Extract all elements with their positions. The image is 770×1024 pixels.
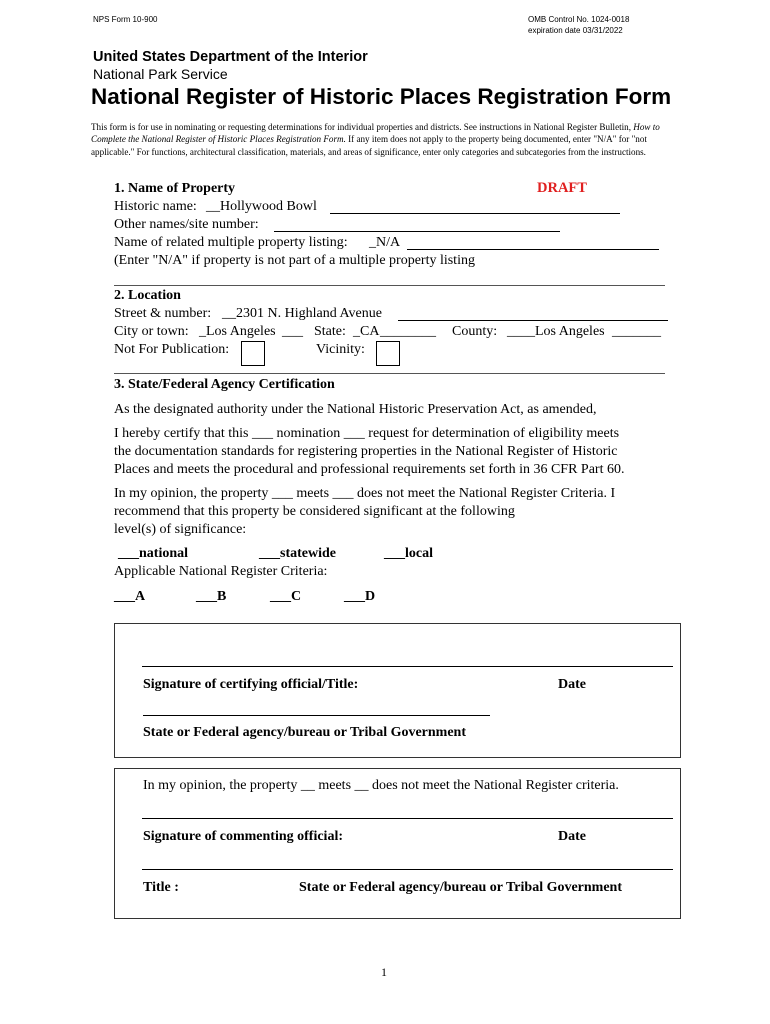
related-listing-label: Name of related multiple property listing:: [114, 235, 348, 250]
other-names-field[interactable]: [274, 231, 560, 232]
criteria-d[interactable]: ___D: [344, 589, 376, 604]
not-for-publication-label: Not For Publication:: [114, 342, 230, 357]
commenting-signature-label: Signature of commenting official:: [143, 829, 343, 844]
certifying-signature-line[interactable]: [142, 666, 673, 667]
historic-name-line: [330, 213, 620, 214]
form-id: NPS Form 10-900: [93, 15, 158, 24]
certify-line-1: I hereby certify that this ___ nomination ___ request for determination of eligibility meets: [114, 426, 620, 441]
opinion-line-3: level(s) of significance:: [114, 522, 247, 537]
not-for-publication-checkbox[interactable]: [241, 341, 265, 366]
section-2-heading: 2. Location: [114, 288, 181, 303]
county-trailing-blank: _______: [612, 324, 661, 339]
omb-control-number: OMB Control No. 1024-0018: [528, 15, 630, 24]
related-listing-value[interactable]: _N/A: [369, 235, 401, 250]
service-name: National Park Service: [93, 66, 228, 82]
certifying-agency-label: State or Federal agency/bureau or Tribal Government: [143, 725, 467, 740]
agency-name: United States Department of the Interior: [93, 49, 368, 65]
criteria-b[interactable]: ___B: [196, 589, 227, 604]
page-title: National Register of Historic Places Registration Form: [91, 84, 672, 109]
criteria-a[interactable]: ___A: [114, 589, 146, 604]
level-national[interactable]: ___national: [118, 546, 189, 561]
certifying-date-label: Date: [558, 677, 586, 692]
related-listing-line: [407, 249, 659, 250]
commenting-title-label: Title :: [143, 880, 179, 895]
certifying-signature-label: Signature of certifying official/Title:: [143, 677, 359, 692]
commenting-title-line[interactable]: [142, 869, 673, 870]
city-label: City or town:: [114, 324, 189, 339]
vicinity-label: Vicinity:: [316, 342, 365, 357]
state-label: State:: [314, 324, 346, 339]
section-divider: [114, 285, 665, 286]
city-trailing-blank: ___: [282, 324, 303, 339]
commenting-signature-line[interactable]: [142, 818, 673, 819]
street-label: Street & number:: [114, 306, 212, 321]
street-value[interactable]: __2301 N. Highland Avenue: [222, 306, 382, 321]
level-local[interactable]: ___local: [384, 546, 433, 561]
opinion-line-1: In my opinion, the property ___ meets ___ does not meet the National Register Criteria. I: [114, 486, 616, 501]
multiple-listing-note: (Enter "N/A" if property is not part of a multiple property listing: [114, 253, 475, 268]
historic-name-label: Historic name:: [114, 199, 197, 214]
level-statewide[interactable]: ___statewide: [259, 546, 336, 561]
intro-paragraph: This form is for use in nominating or requesting determinations for individual properties and districts. See instructions in National Register Bulletin, How to Complete the National Register of Historic Places Registration Form. If any item does not apply to the property being documented, enter "N/A" for "not applicable." For functions, architectural classification, materials, and areas of significance, enter only categories and subcategories from the instructions.: [91, 122, 660, 157]
commenting-opinion: In my opinion, the property __ meets __ does not meet the National Register criteria.: [143, 778, 619, 793]
section-3-heading: 3. State/Federal Agency Certification: [114, 377, 335, 392]
section-divider: [114, 373, 665, 374]
draft-stamp: DRAFT: [537, 180, 587, 196]
city-value[interactable]: _Los Angeles: [199, 324, 276, 339]
county-label: County:: [452, 324, 498, 339]
commenting-agency-label: State or Federal agency/bureau or Tribal Government: [299, 880, 623, 895]
authority-statement: As the designated authority under the National Historic Preservation Act, as amended,: [114, 402, 597, 417]
other-names-label: Other names/site number:: [114, 217, 259, 232]
criteria-c[interactable]: ___C: [270, 589, 302, 604]
section-1-heading: 1. Name of Property: [114, 181, 236, 196]
state-value[interactable]: _CA: [353, 324, 380, 339]
commenting-date-label: Date: [558, 829, 586, 844]
criteria-label: Applicable National Register Criteria:: [114, 564, 328, 579]
certify-line-2: the documentation standards for registering properties in the National Register of Historic: [114, 444, 618, 459]
expiration-date: expiration date 03/31/2022: [528, 26, 623, 35]
state-trailing-blank: ________: [380, 324, 436, 339]
historic-name-value[interactable]: __Hollywood Bowl: [206, 199, 317, 214]
vicinity-checkbox[interactable]: [376, 341, 400, 366]
certify-line-3: Places and meets the procedural and professional requirements set forth in 36 CFR Part 60.: [114, 462, 625, 477]
county-value[interactable]: ____Los Angeles: [507, 324, 605, 339]
certifying-agency-line[interactable]: [143, 715, 490, 716]
street-line: [398, 320, 668, 321]
page-number: 1: [381, 965, 387, 979]
opinion-line-2: recommend that this property be considered significant at the following: [114, 504, 515, 519]
